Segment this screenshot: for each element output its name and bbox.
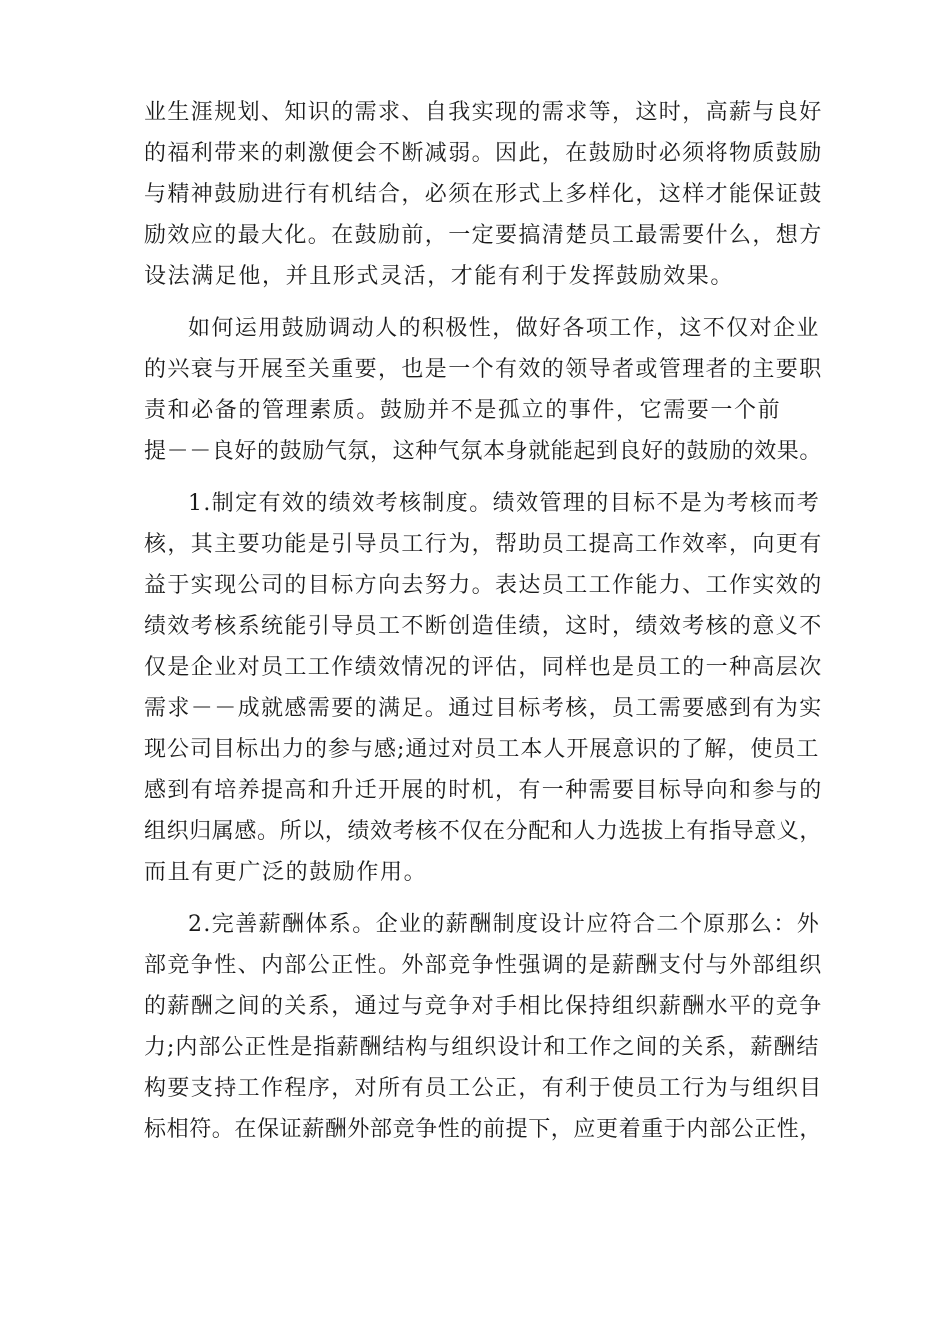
text-line: 益于实现公司的目标方向去努力。表达员工工作能力、工作实效的 xyxy=(144,573,823,598)
text-line: 现公司目标出力的参与感;通过对员工本人开展意识的了解，使员工 xyxy=(144,737,820,762)
text-line: 与精神鼓励进行有机结合，必须在形式上多样化，这样才能保证鼓 xyxy=(144,182,823,207)
text-line: 的福利带来的刺激便会不断减弱。因此，在鼓励时必须将物质鼓励 xyxy=(144,141,823,166)
text-line: 需求－－成就感需要的满足。通过目标考核，员工需要感到有为实 xyxy=(144,696,823,721)
text-line: 感到有培养提高和升迁开展的时机，有一种需要目标导向和参与的 xyxy=(144,778,823,803)
text-line: 部竞争性、内部公正性。外部竞争性强调的是薪酬支付与外部组织 xyxy=(144,953,823,978)
text-line: 业生涯规划、知识的需求、自我实现的需求等，这时，高薪与良好 xyxy=(144,100,823,125)
text-line: 绩效考核系统能引导员工不断创造佳绩，这时，绩效考核的意义不 xyxy=(144,614,823,639)
text-line: 构要支持工作程序，对所有员工公正，有利于使员工行为与组织目 xyxy=(144,1076,823,1101)
text-line: 提－－良好的鼓励气氛，这种气氛本身就能起到良好的鼓励的效果。 xyxy=(144,439,823,464)
text-line: 励效应的最大化。在鼓励前，一定要搞清楚员工最需要什么，想方 xyxy=(144,223,823,248)
text-line-paragraph-start: 2.完善薪酬体系。企业的薪酬制度设计应符合二个原那么：外 xyxy=(188,912,821,937)
text-line: 组织归属感。所以，绩效考核不仅在分配和人力选拔上有指导意义， xyxy=(144,819,823,844)
text-line-paragraph-start: 1.制定有效的绩效考核制度。绩效管理的目标不是为考核而考 xyxy=(188,491,821,516)
text-line: 标相符。在保证薪酬外部竞争性的前提下，应更着重于内部公正性， xyxy=(144,1117,823,1142)
text-line: 核，其主要功能是引导员工行为，帮助员工提高工作效率，向更有 xyxy=(144,532,823,557)
text-line: 力;内部公正性是指薪酬结构与组织设计和工作之间的关系，薪酬结 xyxy=(144,1035,820,1060)
text-line: 的兴衰与开展至关重要，也是一个有效的领导者或管理者的主要职 xyxy=(144,357,823,382)
text-line-paragraph-start: 如何运用鼓励调动人的积极性，做好各项工作，这不仅对企业 xyxy=(188,316,820,341)
text-line: 而且有更广泛的鼓励作用。 xyxy=(144,860,428,885)
text-line: 仅是企业对员工工作绩效情况的评估，同样也是员工的一种高层次 xyxy=(144,655,823,680)
text-line: 的薪酬之间的关系，通过与竞争对手相比保持组织薪酬水平的竞争 xyxy=(144,994,823,1019)
text-line: 责和必备的管理素质。鼓励并不是孤立的事件，它需要一个前 xyxy=(144,398,782,423)
text-line: 设法满足他，并且形式灵活，才能有利于发挥鼓励效果。 xyxy=(144,264,735,289)
